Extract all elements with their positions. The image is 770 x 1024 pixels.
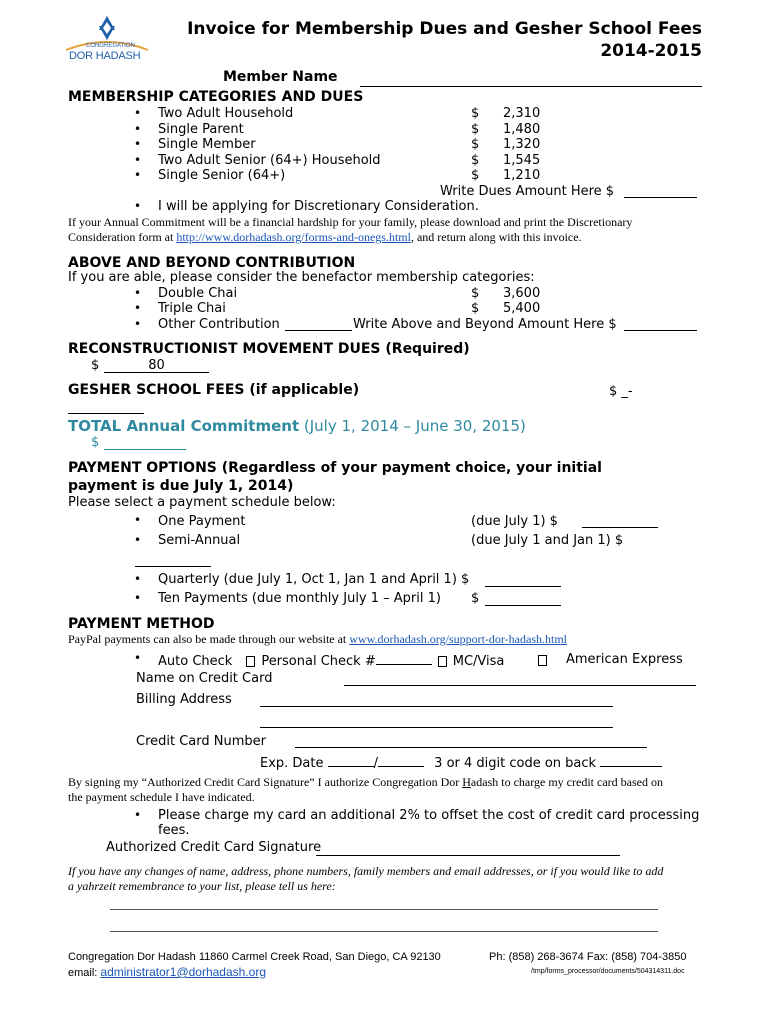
footer-email bbox=[68, 965, 266, 979]
amex-checkbox[interactable] bbox=[538, 655, 547, 666]
auto-check-option[interactable]: Auto Check bbox=[158, 654, 233, 669]
one-payment-due: (due July 1) $ bbox=[471, 514, 558, 529]
one-payment-option[interactable]: One Payment bbox=[158, 514, 246, 529]
payment-method-heading: PAYMENT METHOD bbox=[68, 616, 215, 632]
authorization-text-pre: By signing my “Authorized Credit Card Signature” I authorize Congregation Dor bbox=[68, 775, 463, 789]
quarterly-amount-field[interactable] bbox=[485, 586, 561, 587]
hardship-note: If your Annual Commitment will be a financial hardship for your family, please download and print the Discretionary bbox=[68, 215, 633, 229]
membership-heading: MEMBERSHIP CATEGORIES AND DUES bbox=[68, 89, 364, 105]
exp-date-label: Exp. Date bbox=[260, 756, 324, 771]
cvv-field[interactable] bbox=[600, 754, 662, 767]
reconstructionist-heading: RECONSTRUCTIONIST MOVEMENT DUES (Required) bbox=[68, 341, 470, 357]
member-name-label: Member Name bbox=[223, 69, 338, 85]
changes-note-line2: a yahrzeit remembrance to your list, please tell us here: bbox=[68, 879, 336, 893]
billing-address-field-2[interactable] bbox=[260, 727, 613, 728]
changes-note: If you have any changes of name, address, phone numbers, family members and email addresses, or if you would like to add bbox=[68, 864, 664, 878]
logo-line1: CONGREGATION bbox=[86, 43, 135, 49]
processing-fee-option[interactable]: Please charge my card an additional 2% to offset the cost of credit card processing bbox=[158, 808, 700, 823]
total-amount-field[interactable] bbox=[104, 449, 186, 450]
benefactor-amount: 5,400 bbox=[503, 301, 541, 316]
benefactor-label: Triple Chai bbox=[158, 301, 226, 316]
semi-annual-due: (due July 1 and Jan 1) $ bbox=[471, 533, 624, 548]
above-beyond-intro: If you are able, please consider the benefactor membership categories: bbox=[68, 270, 535, 285]
name-on-card-field[interactable] bbox=[344, 685, 696, 686]
email-link[interactable]: administrator1@dorhadash.org bbox=[100, 965, 267, 979]
billing-address-label: Billing Address bbox=[136, 692, 232, 707]
gesher-amount: $ _- bbox=[609, 384, 633, 399]
logo-line2: DOR HADASH bbox=[69, 50, 141, 62]
paypal-note bbox=[68, 632, 567, 647]
personal-check-checkbox[interactable] bbox=[246, 656, 255, 667]
currency: $ bbox=[471, 286, 480, 301]
total-commitment bbox=[68, 417, 526, 435]
card-number-field[interactable] bbox=[295, 747, 647, 748]
currency: $ bbox=[471, 591, 480, 606]
expiry-row bbox=[260, 754, 662, 771]
currency: $ bbox=[471, 137, 480, 152]
above-beyond-amount-field[interactable] bbox=[624, 330, 697, 331]
mc-visa-option: MC/Visa bbox=[452, 654, 505, 669]
exp-year-field[interactable] bbox=[378, 754, 424, 767]
above-beyond-write-label: Write Above and Beyond Amount Here $ bbox=[353, 317, 617, 332]
payment-options-heading-line2: payment is due July 1, 2014) bbox=[68, 478, 294, 494]
currency: $ bbox=[471, 106, 480, 121]
membership-item-amount: 1,545 bbox=[503, 153, 541, 168]
semi-annual-amount-field[interactable] bbox=[135, 566, 211, 567]
authorization-text-h: H bbox=[462, 775, 471, 789]
currency: $ bbox=[471, 301, 480, 316]
other-contribution-label: Other Contribution bbox=[158, 317, 280, 332]
card-number-label: Credit Card Number bbox=[136, 734, 266, 749]
footer-phones: Ph: (858) 268-3674 Fax: (858) 704-3850 bbox=[489, 951, 687, 963]
page-title: Invoice for Membership Dues and Gesher School Fees bbox=[187, 19, 702, 39]
currency: $ bbox=[471, 122, 480, 137]
membership-item-amount: 1,480 bbox=[503, 122, 541, 137]
membership-item-label: Single Member bbox=[158, 137, 256, 152]
cvv-label: 3 or 4 digit code on back bbox=[434, 756, 597, 771]
paypal-text: PayPal payments can also be made through our website at bbox=[68, 632, 350, 646]
payment-method-options bbox=[158, 652, 504, 669]
exp-slash: / bbox=[373, 756, 379, 771]
paypal-link[interactable]: www.dorhadash.org/support-dor-hadash.html bbox=[349, 632, 567, 646]
reconstructionist-amount-field[interactable] bbox=[104, 358, 209, 373]
signature-label: Authorized Credit Card Signature bbox=[106, 840, 322, 855]
authorization-text-line2: the payment schedule I have indicated. bbox=[68, 790, 255, 804]
changes-field-2[interactable] bbox=[110, 931, 658, 932]
hardship-text: Consideration form at bbox=[68, 230, 177, 244]
currency: $ bbox=[471, 168, 480, 183]
hardship-note-line2 bbox=[68, 230, 582, 245]
billing-address-field[interactable] bbox=[260, 706, 613, 707]
changes-field-1[interactable] bbox=[110, 909, 658, 910]
amex-option: American Express bbox=[566, 652, 683, 667]
page-title-year: 2014-2015 bbox=[600, 41, 702, 61]
membership-item-amount: 1,210 bbox=[503, 168, 541, 183]
above-beyond-heading: ABOVE AND BEYOND CONTRIBUTION bbox=[68, 255, 356, 271]
gesher-heading: GESHER SCHOOL FEES (if applicable) bbox=[68, 382, 360, 398]
discretionary-option[interactable]: I will be applying for Discretionary Consideration. bbox=[158, 199, 479, 214]
semi-annual-option[interactable]: Semi-Annual bbox=[158, 533, 241, 548]
total-label: TOTAL Annual Commitment bbox=[68, 417, 300, 435]
exp-month-field[interactable] bbox=[328, 754, 374, 767]
footer-doc-path: /tmp/forms_processor/documents/504314311.doc bbox=[531, 968, 685, 975]
other-contribution-field[interactable] bbox=[285, 330, 352, 331]
check-number-field[interactable] bbox=[376, 652, 432, 665]
signature-field[interactable] bbox=[316, 855, 620, 856]
ten-payments-option[interactable]: Ten Payments (due monthly July 1 – April 1) bbox=[158, 591, 441, 606]
currency: $ bbox=[91, 435, 100, 450]
reconstructionist-amount: 80 bbox=[148, 358, 165, 373]
authorization-text bbox=[68, 775, 663, 790]
name-on-card-label: Name on Credit Card bbox=[136, 671, 273, 686]
gesher-amount-field[interactable] bbox=[68, 413, 144, 414]
ten-payments-amount-field[interactable] bbox=[485, 605, 561, 606]
footer-address: Congregation Dor Hadash 11860 Carmel Creek Road, San Diego, CA 92130 bbox=[68, 951, 441, 963]
benefactor-label: Double Chai bbox=[158, 286, 238, 301]
total-period: (July 1, 2014 – June 30, 2015) bbox=[303, 417, 526, 435]
personal-check-option: Personal Check # bbox=[261, 654, 376, 669]
dues-amount-field[interactable] bbox=[624, 197, 697, 198]
benefactor-amount: 3,600 bbox=[503, 286, 541, 301]
mc-visa-checkbox[interactable] bbox=[438, 656, 447, 667]
payment-options-heading: PAYMENT OPTIONS (Regardless of your payment choice, your initial bbox=[68, 460, 602, 476]
quarterly-option[interactable]: Quarterly (due July 1, Oct 1, Jan 1 and April 1) $ bbox=[158, 572, 470, 587]
authorization-text-post: adash to charge my credit card based on bbox=[470, 775, 663, 789]
membership-item-amount: 2,310 bbox=[503, 106, 541, 121]
currency: $ bbox=[471, 153, 480, 168]
membership-item-label: Two Adult Household bbox=[158, 106, 294, 121]
membership-item-label: Single Parent bbox=[158, 122, 244, 137]
one-payment-amount-field[interactable] bbox=[582, 527, 658, 528]
membership-item-amount: 1,320 bbox=[503, 137, 541, 152]
write-dues-label: Write Dues Amount Here $ bbox=[440, 184, 615, 199]
currency: $ bbox=[91, 358, 100, 373]
membership-item-label: Single Senior (64+) bbox=[158, 168, 286, 183]
footer-email-label: email: bbox=[68, 967, 101, 979]
forms-link[interactable]: http://www.dorhadash.org/forms-and-onegs.html bbox=[176, 230, 411, 244]
hardship-text-post: , and return along with this invoice. bbox=[410, 230, 582, 244]
processing-fee-option-line2: fees. bbox=[158, 823, 190, 838]
payment-options-intro: Please select a payment schedule below: bbox=[68, 495, 336, 510]
logo bbox=[64, 14, 150, 66]
membership-item-label: Two Adult Senior (64+) Household bbox=[158, 153, 381, 168]
member-name-field[interactable] bbox=[360, 86, 702, 87]
